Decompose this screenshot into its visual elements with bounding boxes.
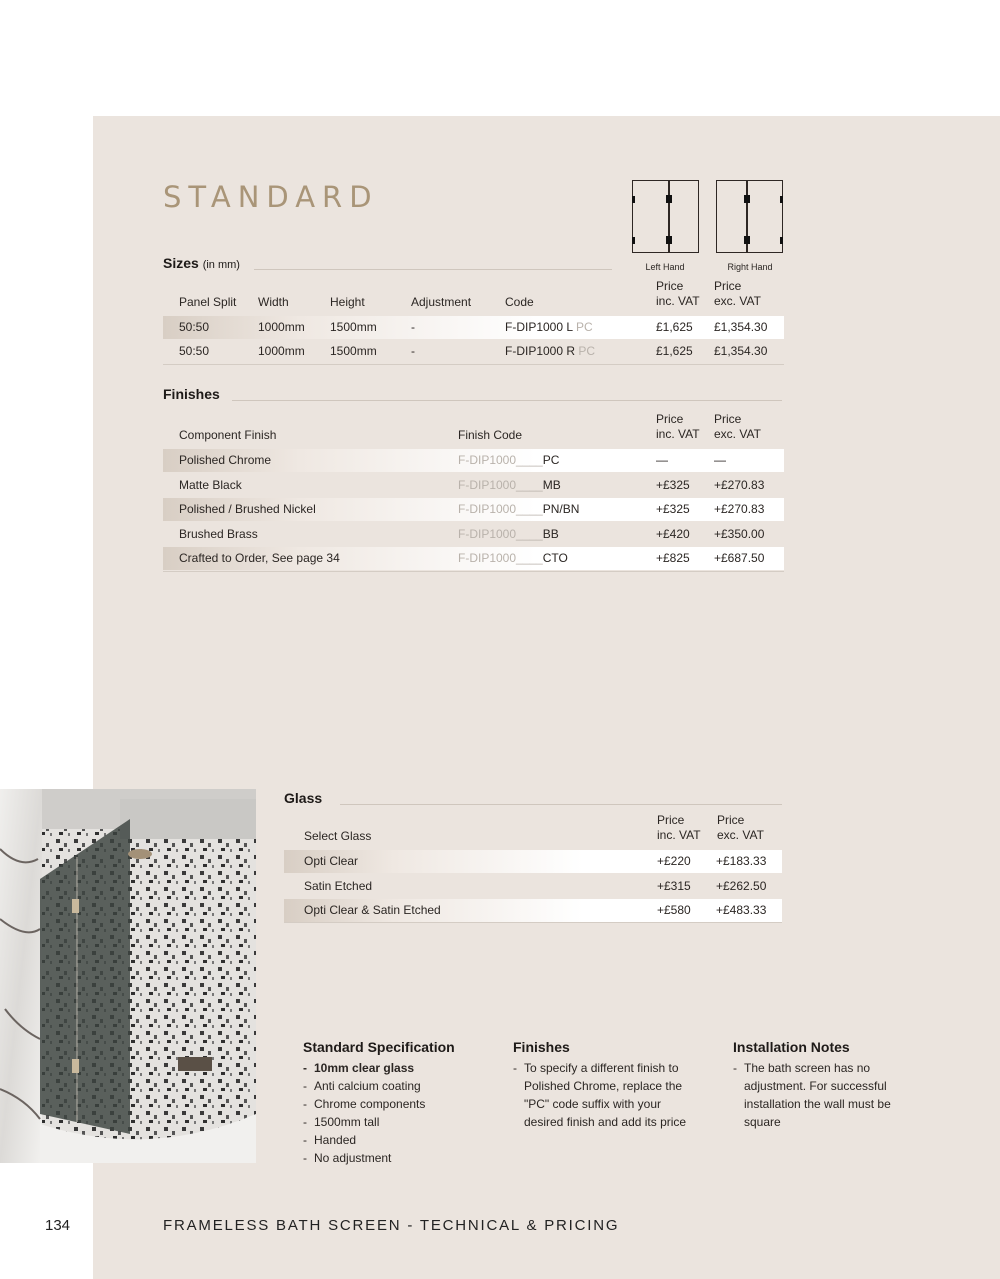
hinge-icon	[666, 195, 672, 203]
col-price-exc: Price exc. VAT	[717, 813, 764, 842]
glass-name: Satin Etched	[304, 878, 373, 893]
col-height: Height	[330, 295, 365, 309]
sizes-heading-unit: (in mm)	[202, 259, 240, 271]
width: 1000mm	[258, 320, 305, 334]
price-inc-vat: +£580	[657, 903, 691, 917]
glass-heading: Glass	[284, 790, 323, 806]
standard-spec-heading: Standard Specification	[303, 1039, 455, 1055]
wall-clip-icon	[780, 237, 783, 244]
spec-item: - Chrome components	[303, 1095, 493, 1113]
price-exc-vat: +£183.33	[716, 854, 767, 868]
col-select-glass: Select Glass	[304, 829, 372, 843]
sizes-table-bottom-rule	[163, 364, 784, 365]
page-title: STANDARD	[163, 180, 379, 214]
size-row	[163, 340, 784, 363]
finish-name: Matte Black	[179, 477, 242, 492]
installation-note-text: - The bath screen has no adjustment. For successful installation the wall must be square	[733, 1059, 898, 1131]
price-inc-vat: —	[656, 453, 668, 467]
finishes-note-list	[513, 1059, 703, 1131]
finishes-note-heading: Finishes	[513, 1039, 570, 1055]
price-inc-vat: £1,625	[656, 320, 693, 334]
installation-notes-list	[733, 1059, 898, 1131]
price-inc-vat: +£825	[656, 551, 690, 565]
finish-name: Crafted to Order, See page 34	[179, 551, 340, 565]
finish-code: F-DIP1000____BB	[458, 526, 559, 541]
left-hand-label: Left Hand	[645, 262, 685, 272]
finish-code: F-DIP1000____MB	[458, 477, 561, 492]
price-exc-vat: +£350.00	[714, 526, 765, 541]
price-exc-vat: +£483.33	[716, 903, 767, 917]
sizes-rule	[254, 269, 612, 270]
spec-item: - No adjustment	[303, 1149, 493, 1167]
size-row	[163, 316, 784, 339]
glass-row	[284, 875, 782, 898]
finish-code: F-DIP1000____PC	[458, 453, 560, 467]
left-hand-diagram	[632, 180, 699, 253]
price-exc-vat: £1,354.30	[714, 320, 768, 334]
hinge-icon	[744, 236, 750, 244]
col-width: Width	[258, 295, 289, 309]
finish-row	[163, 498, 784, 521]
spec-item: - 10mm clear glass	[303, 1059, 493, 1077]
spec-item: - Handed	[303, 1131, 493, 1149]
glass-table-bottom-rule	[284, 922, 782, 923]
panel-split: 50:50	[179, 344, 210, 358]
adjustment: -	[411, 344, 415, 358]
finish-name: Polished Chrome	[179, 453, 272, 467]
col-price-inc: Price inc. VAT	[656, 412, 700, 441]
finish-name: Polished / Brushed Nickel	[179, 502, 316, 516]
installation-notes-heading: Installation Notes	[733, 1039, 850, 1055]
spec-item: - Anti calcium coating	[303, 1077, 493, 1095]
hinge-icon	[744, 195, 750, 203]
adjustment: -	[411, 320, 415, 334]
price-inc-vat: +£420	[656, 526, 690, 541]
bath-screen-photo	[0, 789, 256, 1163]
glass-rule	[340, 804, 782, 805]
product-code: F-DIP1000 R PC	[505, 344, 596, 358]
col-price-inc: Price inc. VAT	[657, 813, 701, 842]
right-hand-label: Right Hand	[727, 262, 773, 272]
price-inc-vat: +£220	[657, 854, 691, 868]
glass-name: Opti Clear	[304, 854, 359, 868]
price-inc-vat: +£315	[657, 878, 691, 893]
finish-row	[163, 449, 784, 472]
finish-name: Brushed Brass	[179, 526, 258, 541]
price-exc-vat: —	[714, 453, 726, 467]
col-price-exc: Price exc. VAT	[714, 279, 761, 308]
finish-row	[163, 523, 784, 546]
finishes-rule	[232, 400, 782, 401]
panel-split: 50:50	[179, 320, 210, 334]
height: 1500mm	[330, 344, 377, 358]
col-component-finish: Component Finish	[179, 428, 277, 442]
col-price-inc: Price inc. VAT	[656, 279, 700, 308]
height: 1500mm	[330, 320, 377, 334]
finish-code: F-DIP1000____CTO	[458, 551, 568, 565]
price-exc-vat: +£270.83	[714, 502, 765, 516]
footer-title: FRAMELESS BATH SCREEN - TECHNICAL & PRICING	[163, 1217, 620, 1234]
col-panel-split: Panel Split	[179, 295, 237, 309]
right-hand-diagram	[716, 180, 783, 253]
price-inc-vat: £1,625	[656, 344, 693, 358]
col-adjustment: Adjustment	[411, 295, 472, 309]
col-price-exc: Price exc. VAT	[714, 412, 761, 441]
bath-screen-image	[0, 789, 256, 1163]
wall-clip-icon	[780, 196, 783, 203]
product-code: F-DIP1000 L PC	[505, 320, 593, 334]
price-inc-vat: +£325	[656, 477, 690, 492]
sizes-heading	[163, 255, 240, 271]
glass-row	[284, 899, 782, 922]
wall-clip-icon	[632, 237, 635, 244]
finishes-note-text: - To specify a different finish to Polished Chrome, replace the "PC" code suffix with your desired finish and add its price	[513, 1059, 703, 1131]
price-exc-vat: +£262.50	[716, 878, 767, 893]
col-finish-code: Finish Code	[458, 428, 523, 442]
finishes-heading: Finishes	[163, 386, 220, 402]
price-exc-vat: +£687.50	[714, 551, 765, 565]
glass-row	[284, 850, 782, 873]
standard-spec-list	[303, 1059, 493, 1167]
wall-clip-icon	[632, 196, 635, 203]
page-number: 134	[45, 1217, 71, 1234]
sizes-heading-text: Sizes	[163, 255, 199, 271]
finish-code: F-DIP1000____PN/BN	[458, 502, 580, 516]
finishes-table-bottom-rule	[163, 571, 784, 572]
spec-item: - 1500mm tall	[303, 1113, 493, 1131]
price-inc-vat: +£325	[656, 502, 690, 516]
price-exc-vat: +£270.83	[714, 477, 765, 492]
width: 1000mm	[258, 344, 305, 358]
price-exc-vat: £1,354.30	[714, 344, 768, 358]
col-code: Code	[505, 295, 534, 309]
glass-name: Opti Clear & Satin Etched	[304, 903, 441, 917]
hinge-icon	[666, 236, 672, 244]
finish-row	[163, 547, 784, 570]
finish-row	[163, 474, 784, 497]
